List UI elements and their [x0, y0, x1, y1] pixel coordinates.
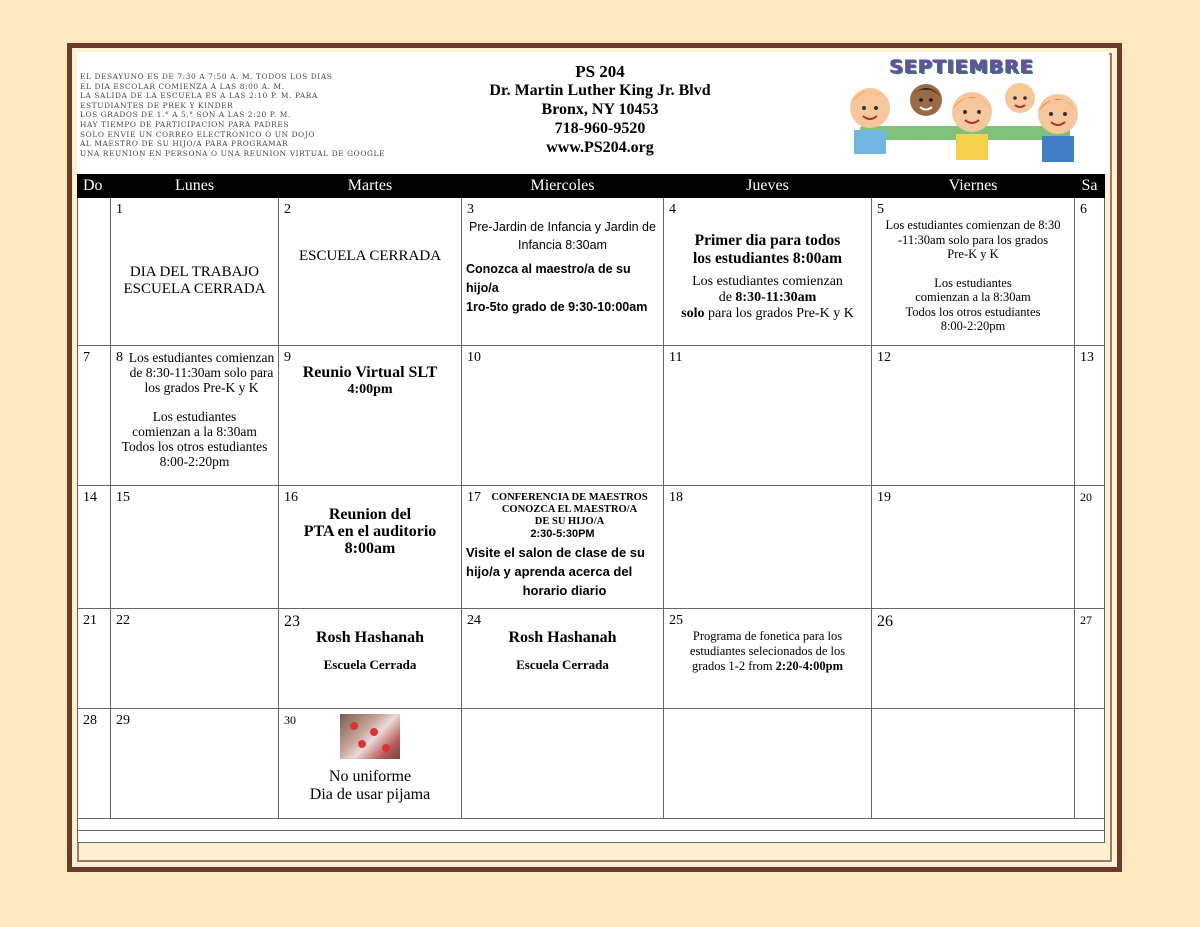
event-text: solo [681, 306, 705, 321]
day-cell[interactable] [1075, 486, 1105, 609]
day-number: 10 [467, 350, 481, 365]
day-cell-empty [462, 709, 664, 819]
day-cell-empty [872, 709, 1075, 819]
day-cell[interactable] [664, 609, 872, 709]
event-text: Escuela Cerrada [516, 657, 609, 672]
event-text: Programa de fonetica para los [692, 629, 843, 643]
note-line: EL DIA ESCOLAR COMIENZA A LAS 8:00 A. M. [80, 81, 285, 91]
event-title: Reunio Virtual SLT [302, 364, 438, 381]
day-cell[interactable] [872, 609, 1075, 709]
event-text: 8:00-2:20pm [159, 454, 230, 469]
weekday-sunday: Do [78, 175, 111, 198]
weekday-thursday: Jueves [664, 175, 872, 198]
day-cell[interactable] [664, 486, 872, 609]
day-number: 2 [284, 202, 291, 217]
event-text: Los estudiantes comienzan [692, 274, 843, 289]
event-text: 1ro-5to grado de 9:30-10:00am [466, 300, 648, 314]
day-number: 29 [116, 713, 130, 728]
school-street: Dr. Martin Luther King Jr. Blvd [489, 82, 711, 99]
event-text: Los estudiantes comienzan [128, 350, 275, 365]
day-number: 6 [1080, 202, 1087, 217]
note-line: ESTUDIANTES DE PREK Y KINDER [80, 100, 234, 110]
event-title: DE SU HIJO/A [534, 516, 605, 527]
event-title: Rosh Hashanah [315, 629, 425, 646]
day-cell[interactable] [872, 486, 1075, 609]
day-number: 14 [83, 490, 97, 505]
event-text: Los estudiantes [152, 409, 237, 424]
week-row [78, 486, 1105, 609]
day-number: 8 [116, 350, 123, 365]
day-number: 15 [116, 490, 130, 505]
day-cell-empty [1075, 709, 1105, 819]
event-text: de 8:30-11:30am solo para [129, 365, 274, 380]
day-number: 4 [669, 202, 676, 217]
event-text: Pre-Jardin de Infancia y Jardin de [469, 220, 656, 234]
day-cell[interactable] [279, 346, 462, 486]
note-line: SOLO ENVIE UN CORREO ELECTRONICO O UN DOJO [80, 129, 316, 139]
blank-cell [78, 831, 1105, 843]
day-cell[interactable] [78, 486, 111, 609]
day-number: 5 [877, 202, 884, 217]
day-cell[interactable] [111, 198, 279, 346]
day-cell[interactable] [1075, 346, 1105, 486]
day-cell[interactable] [78, 609, 111, 709]
week-row [78, 198, 1105, 346]
weekday-friday: Viernes [872, 175, 1075, 198]
event-title: los estudiantes 8:00am [693, 250, 842, 267]
day-cell[interactable] [462, 609, 664, 709]
day-number: 25 [669, 613, 683, 628]
event-text: DIA DEL TRABAJO [129, 264, 260, 280]
day-number: 7 [83, 350, 90, 365]
event-text: -11:30am solo para los grados [897, 232, 1049, 247]
event-text: Los estudiantes comienzan de 8:30 [885, 218, 1061, 232]
note-line: AL MAESTRO DE SU HIJO/A PARA PROGRAMAR [80, 139, 289, 149]
day-number: 24 [467, 613, 481, 628]
note-line: UNA REUNION EN PERSONA O UNA REUNION VIRTUAL DE GOOGLE [80, 148, 386, 158]
schedule-notes [80, 72, 390, 158]
week-row [78, 709, 1105, 819]
day-cell[interactable] [111, 346, 279, 486]
day-cell[interactable] [872, 346, 1075, 486]
week-row [78, 609, 1105, 709]
day-number: 9 [284, 350, 291, 365]
blank-row [78, 819, 1105, 831]
day-cell[interactable] [279, 609, 462, 709]
day-number: 22 [116, 613, 130, 628]
event-text: hijo/a y aprenda acerca del [466, 564, 633, 579]
calendar-grid [77, 174, 1105, 843]
event-time: 8:30-11:30am [735, 290, 817, 305]
blank-cell [78, 819, 1105, 831]
week-row [78, 346, 1105, 486]
day-number: 17 [467, 490, 481, 505]
day-cell[interactable] [78, 709, 111, 819]
event-text: Infancia 8:30am [518, 238, 607, 252]
event-text: comienzan a la 8:30am [915, 290, 1031, 304]
event-text: 8:00-2:20pm [940, 319, 1006, 333]
event-text: Conozca al maestro/a de su hijo/a [466, 262, 631, 295]
day-cell[interactable] [462, 198, 664, 346]
day-cell[interactable] [462, 346, 664, 486]
day-cell[interactable] [111, 709, 279, 819]
note-line: EL DESAYUNO ES DE 7:30 A 7:50 A. M. TODOS LOS DIAS [80, 72, 333, 81]
event-text: Visite el salon de clase de su [466, 545, 645, 560]
event-time: 4:00pm [347, 382, 393, 397]
event-time: 2:20-4:00pm [775, 659, 844, 673]
day-number: 12 [877, 350, 891, 365]
day-number: 30 [284, 713, 296, 727]
school-website[interactable]: www.PS204.org [546, 139, 654, 156]
event-title: Reunion del [328, 506, 412, 523]
day-number: 26 [877, 613, 893, 630]
blank-row [78, 831, 1105, 843]
day-number: 3 [467, 202, 474, 217]
event-text: los grados Pre-K y K [144, 380, 259, 395]
event-time: 8:00am [344, 540, 396, 557]
day-cell[interactable] [1075, 198, 1105, 346]
day-number: 1 [116, 202, 123, 217]
day-cell[interactable] [279, 709, 462, 819]
weekday-header [78, 175, 1105, 198]
event-text: para los grados Pre-K y K [704, 306, 854, 321]
day-cell[interactable] [872, 198, 1075, 346]
event-title: CONOZCA EL MAESTRO/A [501, 504, 638, 515]
day-number: 13 [1080, 350, 1094, 365]
event-text: Los estudiantes [934, 275, 1012, 290]
event-title: CONFERENCIA DE MAESTROS [491, 492, 648, 503]
day-cell[interactable] [279, 486, 462, 609]
event-text: ESCUELA CERRADA [298, 248, 442, 264]
school-phone: 718-960-9520 [554, 120, 646, 137]
day-cell[interactable] [279, 198, 462, 346]
event-text: Escuela Cerrada [323, 657, 417, 672]
school-city: Bronx, NY 10453 [541, 101, 659, 118]
day-cell[interactable] [664, 346, 872, 486]
school-name: PS 204 [575, 62, 625, 81]
day-number: 21 [83, 613, 97, 628]
note-line: LOS GRADOS DE 1.° A 5.° SON A LAS 2:20 P. M. [80, 110, 291, 120]
day-cell[interactable] [1075, 609, 1105, 709]
weekday-saturday: Sa [1075, 175, 1105, 198]
event-text: Todos los otros estudiantes [121, 439, 268, 454]
month-title: SEPTIEMBRE [889, 56, 1035, 78]
day-number: 20 [1080, 490, 1092, 504]
event-time: 2:30-5:30PM [530, 528, 595, 540]
event-text: Pre-K y K [947, 247, 999, 261]
day-cell[interactable] [111, 486, 279, 609]
day-cell-empty [78, 198, 111, 346]
pajama-image [340, 714, 400, 759]
weekday-wednesday: Miercoles [462, 175, 664, 198]
event-text: ESCUELA CERRADA [123, 281, 266, 297]
event-title: PTA en el auditorio [303, 523, 437, 540]
event-title: Rosh Hashanah [508, 629, 617, 646]
day-number: 11 [669, 350, 683, 365]
children-illustration [840, 80, 1088, 166]
event-text: grados 1-2 from [691, 659, 776, 673]
event-text: comienzan a la 8:30am [132, 424, 257, 439]
day-cell-empty [664, 709, 872, 819]
day-number: 23 [284, 613, 300, 630]
event-title: Primer dia para todos [694, 232, 841, 249]
day-cell[interactable] [78, 346, 111, 486]
day-cell[interactable] [462, 486, 664, 609]
event-text: No uniforme [328, 768, 412, 785]
weekday-tuesday: Martes [279, 175, 462, 198]
day-number: 18 [669, 490, 683, 505]
day-number: 28 [83, 713, 97, 728]
event-text: Todos los otros estudiantes [905, 304, 1041, 319]
weekday-monday: Lunes [111, 175, 279, 198]
note-line: HAY TIEMPO DE PARTICIPACION PARA PADRES [80, 119, 290, 129]
day-number: 16 [284, 490, 298, 505]
event-text: horario diario [522, 583, 607, 598]
note-line: LA SALIDA DE LA ESCUELA ES A LAS 2:10 P. M. PARA [80, 91, 318, 101]
event-text: estudiantes selecionados de los [689, 644, 846, 658]
event-text: Dia de usar pijama [309, 786, 431, 803]
school-info [440, 62, 760, 157]
event-text: de [718, 290, 736, 305]
day-number: 27 [1080, 613, 1092, 627]
day-cell[interactable] [111, 609, 279, 709]
day-number: 19 [877, 490, 891, 505]
day-cell[interactable] [664, 198, 872, 346]
